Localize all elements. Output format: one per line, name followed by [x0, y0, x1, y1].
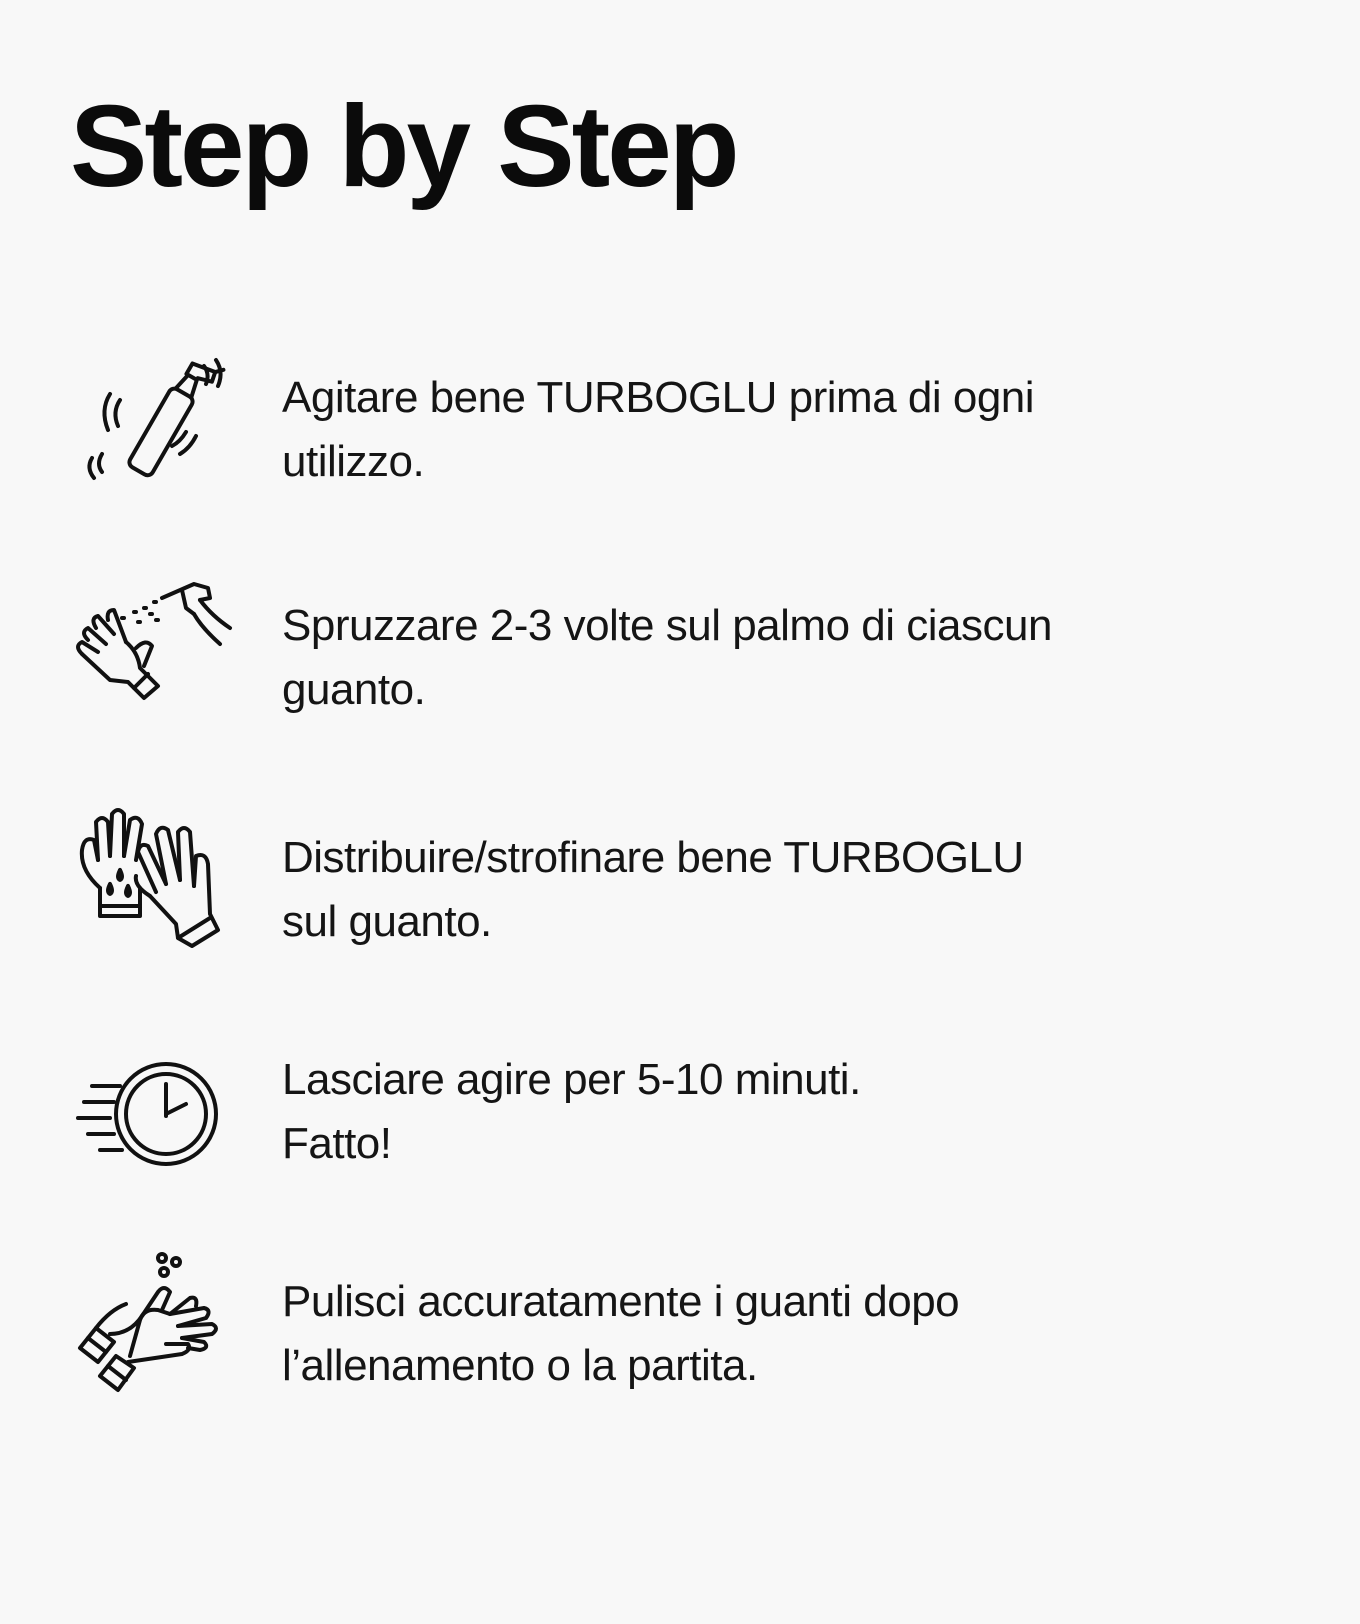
step-1-line-2: utilizzo. — [282, 437, 425, 486]
step-2 — [70, 568, 1290, 728]
spray-glove-icon — [70, 568, 240, 728]
shake-bottle-icon — [70, 340, 240, 500]
step-2-line-1: Spruzzare 2-3 volte sul palmo di ciascun — [282, 601, 1052, 650]
step-1 — [70, 340, 1290, 500]
step-1-line-1: Agitare bene TURBOGLU prima di ogni — [282, 373, 1035, 422]
step-2-line-2: guanto. — [282, 665, 426, 714]
wash-gloves-icon — [70, 1244, 240, 1404]
step-3 — [70, 800, 1290, 960]
step-4-line-1: Lasciare agire per 5-10 minuti. — [282, 1055, 861, 1104]
step-5-line-2: l’allenamento o la partita. — [282, 1341, 758, 1390]
step-4-line-2: Fatto! — [282, 1119, 392, 1168]
step-3-line-1: Distribuire/strofinare bene TURBOGLU — [282, 833, 1024, 882]
page-title: Step by Step — [70, 81, 737, 211]
step-3-line-2: sul guanto. — [282, 897, 492, 946]
step-5 — [70, 1244, 1290, 1404]
rub-gloves-icon — [70, 800, 240, 960]
stopwatch-icon — [70, 1022, 240, 1182]
step-4 — [70, 1022, 1290, 1182]
step-5-line-1: Pulisci accuratamente i guanti dopo — [282, 1277, 960, 1326]
